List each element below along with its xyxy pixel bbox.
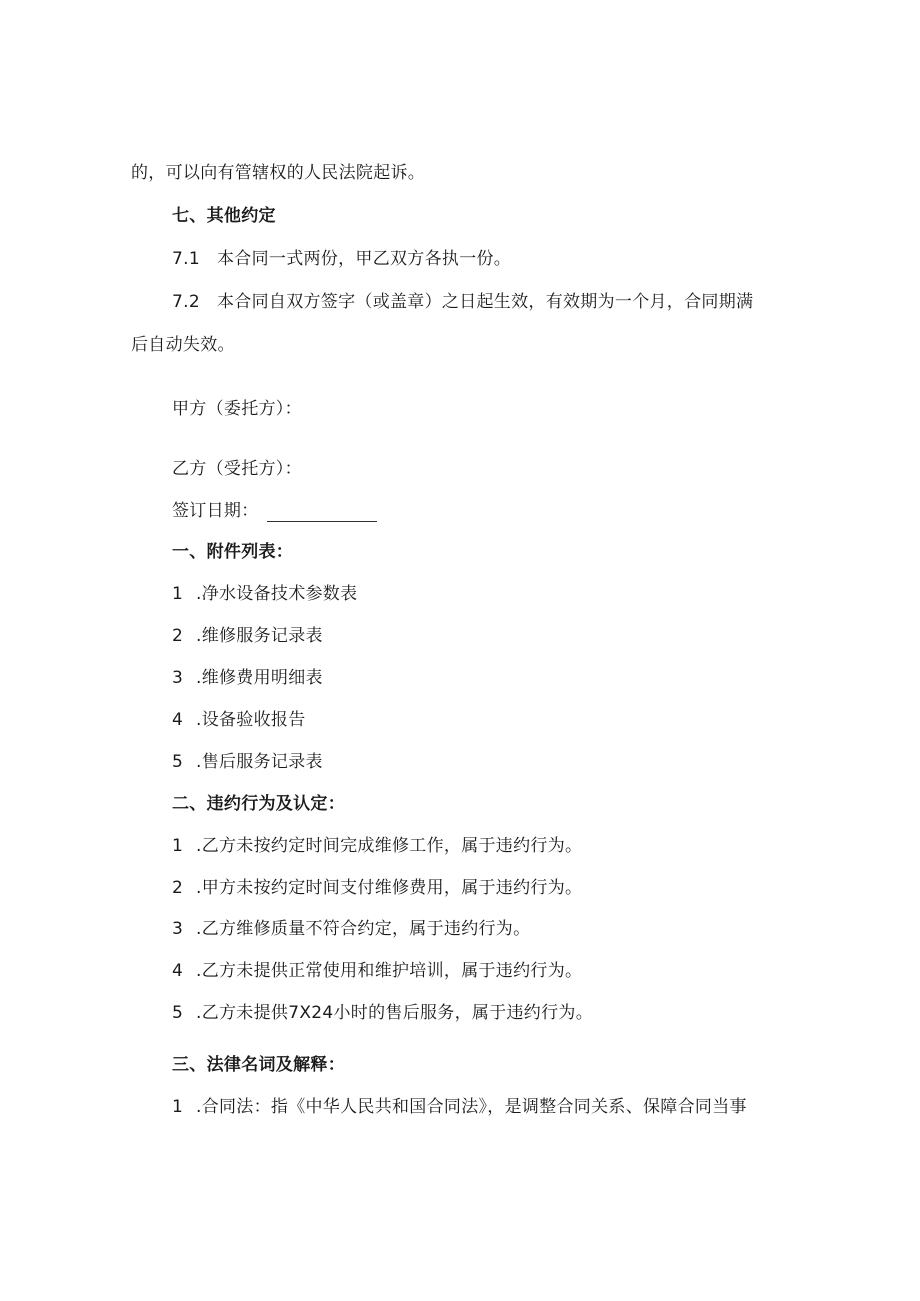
list-item bbox=[172, 709, 306, 731]
item-number: 4 bbox=[172, 961, 184, 981]
item-text: .售后服务记录表 bbox=[196, 752, 323, 772]
item-number: 1 bbox=[172, 1097, 184, 1117]
item-number: 3 bbox=[172, 919, 184, 939]
clause-7-2-continued: 后自动失效。 bbox=[131, 335, 235, 355]
legal-terms-heading: 三、法律名词及解释： bbox=[172, 1055, 345, 1075]
item-number: 5 bbox=[172, 1003, 184, 1023]
item-text: .维修服务记录表 bbox=[196, 626, 323, 646]
item-number: 2 bbox=[172, 878, 184, 898]
clause-number: 7.2 bbox=[172, 292, 200, 312]
item-number: 1 bbox=[172, 584, 184, 604]
list-item bbox=[172, 583, 357, 605]
item-text: .甲方未按约定时间支付维修费用，属于违约行为。 bbox=[196, 878, 583, 898]
party-b-label: 乙方（受托方）： bbox=[172, 459, 302, 479]
signing-date-blank bbox=[267, 503, 377, 522]
list-item bbox=[172, 625, 323, 647]
item-number: 1 bbox=[172, 836, 184, 856]
item-text: .净水设备技术参数表 bbox=[196, 584, 358, 604]
item-number: 5 bbox=[172, 752, 184, 772]
item-number: 2 bbox=[172, 626, 184, 646]
item-text: .乙方未按约定时间完成维修工作，属于违约行为。 bbox=[196, 836, 583, 856]
clause-number: 7.1 bbox=[172, 249, 200, 269]
item-text: .维修费用明细表 bbox=[196, 668, 323, 688]
clause-7-2 bbox=[172, 291, 753, 313]
list-item bbox=[172, 835, 582, 857]
item-text: .乙方未提供正常使用和维护培训，属于违约行为。 bbox=[196, 961, 583, 981]
list-item bbox=[172, 667, 323, 689]
party-a-label: 甲方（委托方）： bbox=[172, 399, 302, 419]
item-text: .乙方未提供7X24小时的售后服务，属于违约行为。 bbox=[196, 1003, 593, 1023]
attachments-heading: 一、附件列表： bbox=[172, 542, 294, 562]
clause-7-1 bbox=[172, 248, 511, 270]
section-7-heading: 七、其他约定 bbox=[172, 206, 276, 226]
list-item bbox=[172, 1002, 593, 1024]
clause-text: 本合同自双方签字（或盖章）之日起生效，有效期为一个月，合同期满 bbox=[217, 292, 754, 312]
item-number: 4 bbox=[172, 710, 184, 730]
item-number: 3 bbox=[172, 668, 184, 688]
signing-date-row bbox=[172, 500, 377, 522]
item-text: .乙方维修质量不符合约定，属于违约行为。 bbox=[196, 919, 531, 939]
list-item bbox=[172, 751, 323, 773]
signing-date-label: 签订日期： bbox=[172, 501, 259, 521]
list-item bbox=[172, 877, 582, 899]
breach-heading: 二、违约行为及认定： bbox=[172, 794, 345, 814]
item-text: .合同法：指《中华人民共和国合同法》，是调整合同关系、保障合同当事 bbox=[196, 1097, 747, 1117]
list-item bbox=[172, 960, 582, 982]
list-item bbox=[172, 1096, 747, 1118]
list-item bbox=[172, 918, 530, 940]
carryover-text: 的，可以向有管辖权的人民法院起诉。 bbox=[131, 163, 426, 183]
clause-text: 本合同一式两份，甲乙双方各执一份。 bbox=[217, 249, 512, 269]
item-text: .设备验收报告 bbox=[196, 710, 306, 730]
